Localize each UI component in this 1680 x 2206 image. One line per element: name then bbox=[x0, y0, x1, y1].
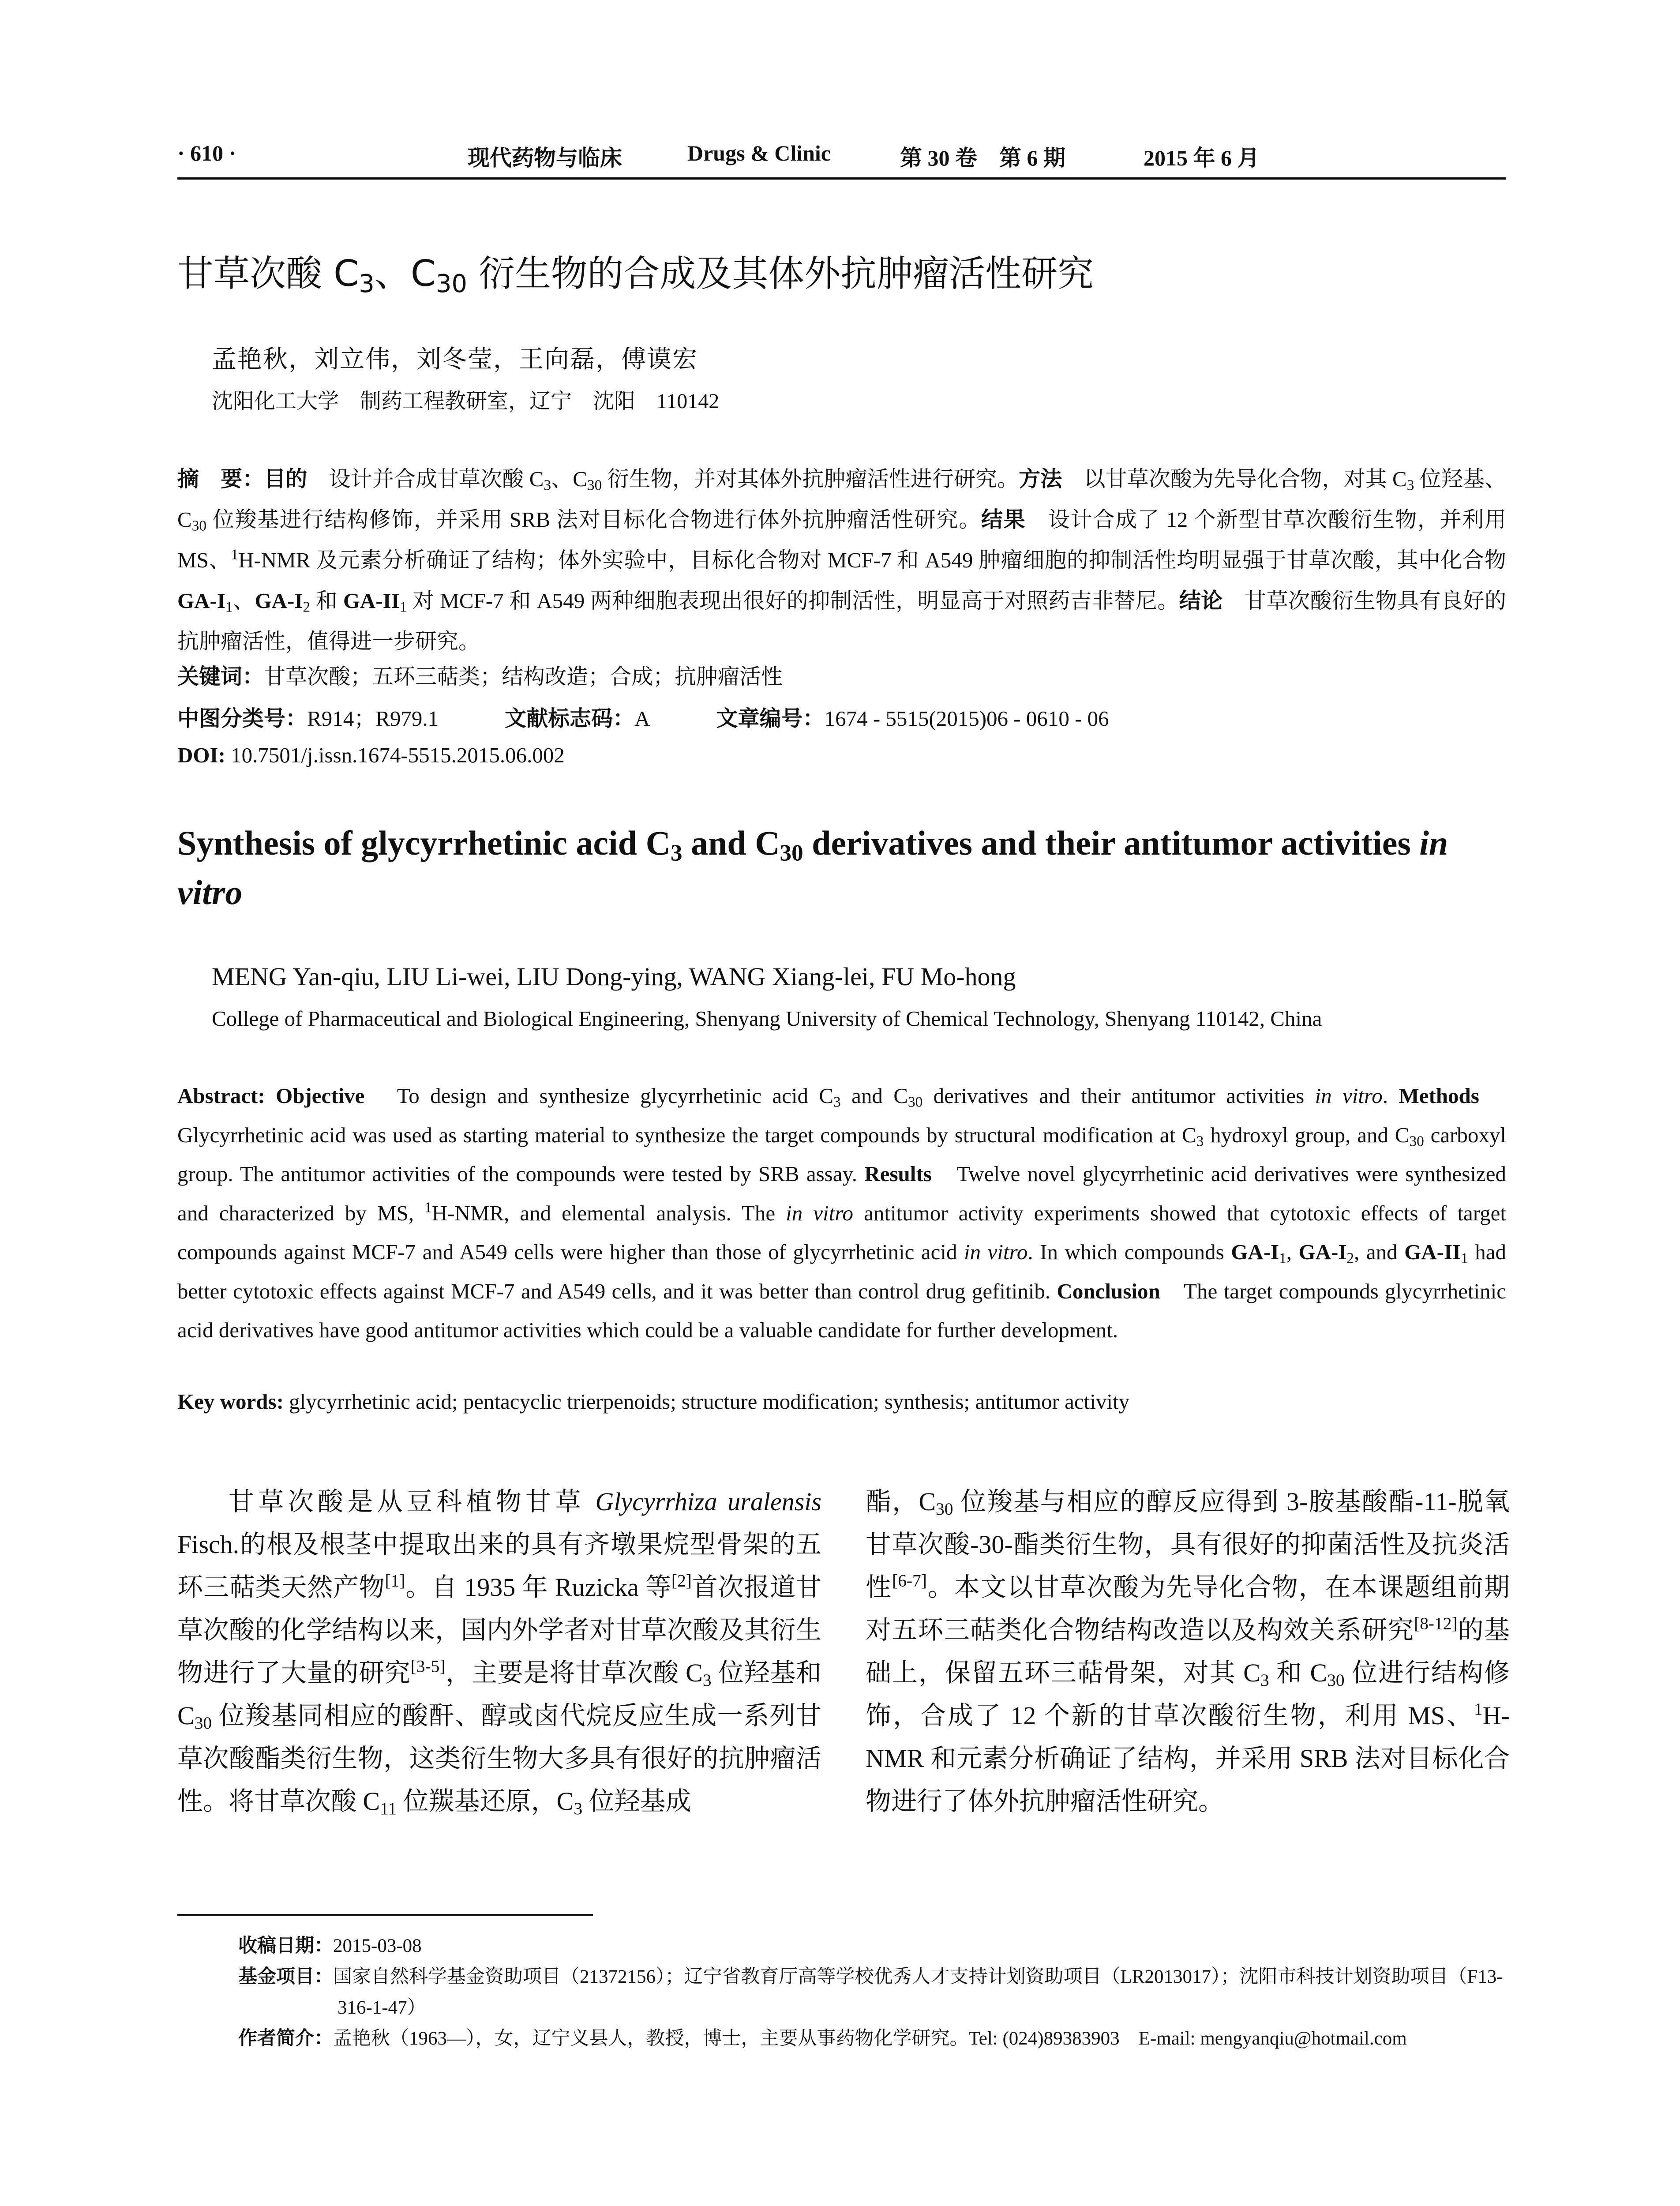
journal-name-cn: 现代药物与临床 bbox=[468, 146, 622, 170]
classification-line: 中图分类号：R914；R979.1 文献标志码：A 文章编号：1674 - 5515(2015)06 - 0610 - 06 bbox=[177, 706, 1109, 731]
footnote-funding: 基金项目：国家自然科学基金资助项目（21372156）；辽宁省教育厅高等学校优秀人才支持计划资助项目（LR2013017）；沈阳市科技计划资助项目（F13-316-1-47） bbox=[238, 1966, 1503, 2018]
doi: DOI: 10.7501/j.issn.1674-5515.2015.06.002 bbox=[177, 743, 565, 767]
keywords-en: Key words: glycyrrhetinic acid; pentacyclic trierpenoids; structure modification; synthesis; antitumor activity bbox=[177, 1389, 1130, 1414]
footnote-rule bbox=[177, 1914, 593, 1916]
affiliation-cn: 沈阳化工大学 制药工程教研室，辽宁 沈阳 110142 bbox=[212, 390, 720, 413]
page-number: · 610 · bbox=[177, 141, 236, 165]
abstract-cn: 摘 要：目的 设计并合成甘草次酸 $C_3$、$C_{30}$ 衍生物，并对其体外抗肿瘤活性进行研究。方法 以甘草次酸为先导化合物，对其 $C_3$ 位羟基、$C_{30}$ 位羧基进行结构修饰，并采用 SRB 法对目标化合物进行体外抗肿瘤活性研究。结果 设计合成了 12 个新型甘草次酸衍生物，并利用 MS、$^1$H-NMR 及元素分析确证了结构；体外实验中，目标化合物对 MCF-7 和 A549 肿瘤细胞的抑制活性均明显强于甘草次酸，其中化合物 $GA-I_1$、$GA-I_2$ 和 $GA-II_1$ 对 MCF-7 和 A549 两种细胞表现出很好的抑制活性，明显高于对照药吉非替尼。结论 甘草次酸衍生物具有良好的抗肿瘤活性，值得进一步研究。 bbox=[177, 466, 1506, 653]
body-column-left: 甘草次酸是从豆科植物甘草 Glycyrrhiza uralensis Fisch.的根及根茎中提取出来的具有齐墩果烷型骨架的五环三萜类天然产物[1]。自 1935 年 Ruzicka 等[2]首次报道甘草次酸的化学结构以来，国内外学者对甘草次酸及其衍生物进行了大量的研究[3-5]，主要是将甘草次酸 $C_3$ 位羟基和 $C_{30}$ 位羧基同相应的酸酐、醇或卤代烷反应生成一系列甘草次酸酯类衍生物，这类衍生物大多具有很好的抗肿瘤活性。将甘草次酸 $C_{11}$ 位羰基还原，$C_3$ 位羟基成 bbox=[177, 1487, 821, 1818]
doi-link[interactable]: 10.7501/j.issn.1674-5515.2015.06.002 bbox=[231, 743, 565, 767]
footnote-author: 作者简介：孟艳秋（1963—），女，辽宁义县人，教授，博士，主要从事药物化学研究。Tel: (024)89383903 E-mail: mengyanqiu@hotmail.com bbox=[238, 2027, 1407, 2049]
authors-en: MENG Yan-qiu, LIU Li-wei, LIU Dong-ying, WANG Xiang-lei, FU Mo-hong bbox=[212, 962, 1016, 991]
affiliation-en: College of Pharmaceutical and Biological Engineering, Shenyang University of Chemical Technology, Shenyang 110142, China bbox=[212, 1006, 1322, 1031]
journal-name-en: Drugs & Clinic bbox=[687, 141, 831, 165]
issue-info: 第 30 卷 第 6 期 bbox=[900, 146, 1065, 170]
title-cn: 甘草次酸 $C_3$、$C_{30}$ 衍生物的合成及其体外抗肿瘤活性研究 bbox=[177, 253, 1094, 298]
authors-cn: 孟艳秋，刘立伟，刘冬莹，王向磊，傅谟宏 bbox=[212, 346, 698, 373]
footnote-received: 收稿日期：2015-03-08 bbox=[238, 1935, 422, 1957]
body-column-right: 酯，$C_{30}$ 位羧基与相应的醇反应得到 3-胺基酸酯-11-脱氧甘草次酸-30-酯类衍生物，具有很好的抑菌活性及抗炎活性[6-7]。本文以甘草次酸为先导化合物，在本课题组前期对五环三萜类化合物结构改造以及构效关系研究[8-12]的基础上，保留五环三萜骨架，对其 $C_3$ 和 $C_{30}$ 位进行结构修饰，合成了 12 个新的甘草次酸衍生物，利用 MS、$^1$H-NMR 和元素分析确证了结构，并采用 SRB 法对目标化合物进行了体外抗肿瘤活性研究。 bbox=[866, 1487, 1510, 1816]
keywords-cn: 关键词：甘草次酸；五环三萜类；结构改造；合成；抗肿瘤活性 bbox=[177, 664, 783, 689]
header-rule bbox=[177, 177, 1506, 180]
title-en: Synthesis of glycyrrhetinic acid $C_3$ and $C_{30}$ derivatives and their antitumor activities in vitro bbox=[177, 824, 1448, 912]
issue-date: 2015 年 6 月 bbox=[1144, 146, 1260, 170]
abstract-en: Abstract: Objective To design and synthesize glycyrrhetinic acid $C_3$ and $C_{30}$ derivatives and their antitumor activities in vitro. Methods Glycyrrhetinic acid was used as starting material to synthesize the target compounds by structural modification at $C_3$ hydroxyl group, and $C_{30}$ carboxyl group. The antitumor activities of the compounds were tested by SRB assay. Results Twelve novel glycyrrhetinic acid derivatives were synthesized and characterized by MS, $^1$H-NMR, and elemental analysis. The in vitro antitumor activity experiments showed that cytotoxic effects of target compounds against MCF-7 and A549 cells were higher than those of glycyrrhetinic acid in vitro. In which compounds $GA-I_1$, $GA-I_2$, and $GA-II_1$ had better cytotoxic effects against MCF-7 and A549 cells, and it was better than control drug gefitinib. Conclusion The target compounds glycyrrhetinic acid derivatives have good antitumor activities which could be a valuable candidate for further development. bbox=[177, 1084, 1507, 1342]
